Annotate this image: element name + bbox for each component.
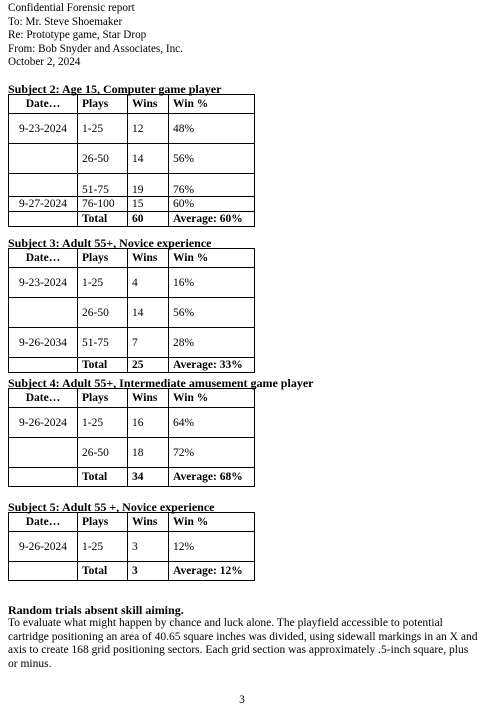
date-cell bbox=[9, 298, 78, 328]
pct-cell: 60% bbox=[169, 197, 255, 212]
date-cell bbox=[9, 358, 78, 373]
col-pct-header: Win % bbox=[169, 95, 255, 114]
subject5-table bbox=[8, 512, 255, 581]
date-cell: 9-23-2024 bbox=[9, 114, 78, 144]
plays-cell: 1-25 bbox=[78, 114, 128, 144]
wins-cell: 14 bbox=[128, 144, 169, 174]
col-wins-header: Wins bbox=[128, 95, 169, 114]
wins-cell: 7 bbox=[128, 328, 169, 358]
wins-cell: 12 bbox=[128, 114, 169, 144]
plays-cell: 51-75 bbox=[78, 174, 128, 197]
date-cell bbox=[9, 174, 78, 197]
subject-line: Re: Prototype game, Star Drop bbox=[8, 29, 147, 41]
pct-cell: 64% bbox=[169, 408, 255, 438]
wins-cell: 14 bbox=[128, 298, 169, 328]
memo-header bbox=[8, 2, 183, 70]
table-row bbox=[9, 408, 255, 438]
total-label: Total bbox=[78, 358, 128, 373]
random-trials-paragraph: To evaluate what might happen by chance and luck alone. The playfield accessible to potential cartridge positioning an area of 40.65 square inches was divided, using sidewall markings in an X and axis to create 168 grid positioning sectors. Each grid section was approximately .5-inch square, plus or minus. bbox=[8, 617, 478, 670]
table-row bbox=[9, 532, 255, 562]
table-total-row bbox=[9, 358, 255, 373]
pct-cell: 56% bbox=[169, 298, 255, 328]
total-average: Average: 33% bbox=[169, 358, 255, 373]
table-total-row bbox=[9, 468, 255, 487]
pct-cell: 12% bbox=[169, 532, 255, 562]
plays-cell: 26-50 bbox=[78, 144, 128, 174]
col-wins-header: Wins bbox=[128, 389, 169, 408]
table-row bbox=[9, 438, 255, 468]
date-cell bbox=[9, 468, 78, 487]
table-total-row bbox=[9, 562, 255, 581]
report-title: Confidential Forensic report bbox=[8, 2, 135, 14]
subject3-title: Subject 3: Adult 55+, Novice experience bbox=[8, 236, 212, 250]
wins-cell: 4 bbox=[128, 268, 169, 298]
recipient-line: To: Mr. Steve Shoemaker bbox=[8, 15, 123, 28]
total-wins: 34 bbox=[128, 468, 169, 487]
wins-cell: 19 bbox=[128, 174, 169, 197]
total-label: Total bbox=[78, 562, 128, 581]
table-total-row bbox=[9, 212, 255, 227]
table-row bbox=[9, 174, 255, 197]
date-cell: 9-26-2024 bbox=[9, 408, 78, 438]
col-plays-header: Plays bbox=[78, 249, 128, 268]
wins-cell: 3 bbox=[128, 532, 169, 562]
total-wins: 25 bbox=[128, 358, 169, 373]
total-wins: 60 bbox=[128, 212, 169, 227]
sender-line: From: Bob Snyder and Associates, Inc. bbox=[8, 42, 183, 55]
table-header-row bbox=[9, 249, 255, 268]
col-pct-header: Win % bbox=[169, 389, 255, 408]
page-number: 3 bbox=[239, 694, 245, 706]
table-row bbox=[9, 144, 255, 174]
col-date-header: Date… bbox=[9, 249, 78, 268]
wins-cell: 16 bbox=[128, 408, 169, 438]
table-row bbox=[9, 328, 255, 358]
date-line: October 2, 2024 bbox=[8, 56, 81, 68]
total-wins: 3 bbox=[128, 562, 169, 581]
col-plays-header: Plays bbox=[78, 95, 128, 114]
pct-cell: 16% bbox=[169, 268, 255, 298]
wins-cell: 15 bbox=[128, 197, 169, 212]
table-row bbox=[9, 268, 255, 298]
total-average: Average: 60% bbox=[169, 212, 255, 227]
random-trials-heading: Random trials absent skill aiming. bbox=[8, 603, 184, 617]
date-cell: 9-23-2024 bbox=[9, 268, 78, 298]
total-label: Total bbox=[78, 468, 128, 487]
plays-cell: 51-75 bbox=[78, 328, 128, 358]
col-pct-header: Win % bbox=[169, 249, 255, 268]
col-date-header: Date… bbox=[9, 513, 78, 532]
total-average: Average: 68% bbox=[169, 468, 255, 487]
date-cell bbox=[9, 212, 78, 227]
pct-cell: 56% bbox=[169, 144, 255, 174]
pct-cell: 48% bbox=[169, 114, 255, 144]
pct-cell: 72% bbox=[169, 438, 255, 468]
total-label: Total bbox=[78, 212, 128, 227]
pct-cell: 28% bbox=[169, 328, 255, 358]
table-header-row bbox=[9, 389, 255, 408]
date-cell: 9-26-2034 bbox=[9, 328, 78, 358]
wins-cell: 18 bbox=[128, 438, 169, 468]
date-cell bbox=[9, 562, 78, 581]
date-cell: 9-27-2024 bbox=[9, 197, 78, 212]
col-wins-header: Wins bbox=[128, 249, 169, 268]
table-row bbox=[9, 197, 255, 212]
subject3-table bbox=[8, 248, 255, 373]
col-wins-header: Wins bbox=[128, 513, 169, 532]
plays-cell: 76-100 bbox=[78, 197, 128, 212]
col-plays-header: Plays bbox=[78, 513, 128, 532]
plays-cell: 1-25 bbox=[78, 268, 128, 298]
date-cell: 9-26-2024 bbox=[9, 532, 78, 562]
plays-cell: 26-50 bbox=[78, 438, 128, 468]
col-date-header: Date… bbox=[9, 95, 78, 114]
date-cell bbox=[9, 144, 78, 174]
subject2-title: Subject 2: Age 15, Computer game player bbox=[8, 82, 222, 96]
pct-cell: 76% bbox=[169, 174, 255, 197]
col-date-header: Date… bbox=[9, 389, 78, 408]
subject2-table bbox=[8, 94, 255, 227]
plays-cell: 1-25 bbox=[78, 408, 128, 438]
col-plays-header: Plays bbox=[78, 389, 128, 408]
plays-cell: 1-25 bbox=[78, 532, 128, 562]
table-header-row bbox=[9, 95, 255, 114]
subject5-title: Subject 5: Adult 55 +, Novice experience bbox=[8, 500, 215, 514]
total-average: Average: 12% bbox=[169, 562, 255, 581]
date-cell bbox=[9, 438, 78, 468]
plays-cell: 26-50 bbox=[78, 298, 128, 328]
table-row bbox=[9, 114, 255, 144]
subject4-title: Subject 4: Adult 55+, Intermediate amusement game player bbox=[8, 376, 314, 390]
subject4-table bbox=[8, 388, 255, 487]
table-header-row bbox=[9, 513, 255, 532]
table-row bbox=[9, 298, 255, 328]
col-pct-header: Win % bbox=[169, 513, 255, 532]
